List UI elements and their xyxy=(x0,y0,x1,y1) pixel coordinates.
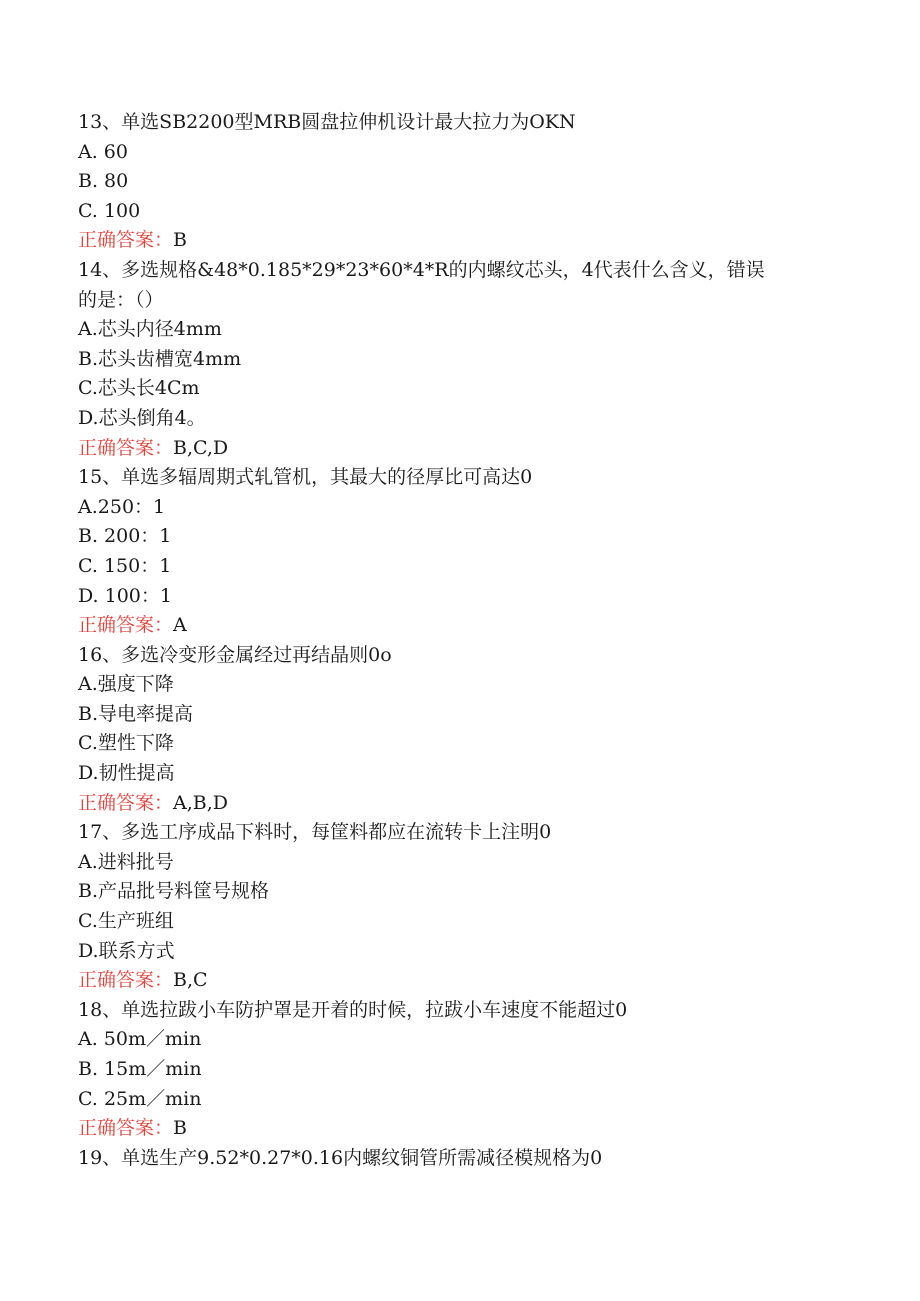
option: C. 150：1 xyxy=(78,554,172,577)
option: D.韧性提高 xyxy=(78,762,175,785)
answer-line xyxy=(78,789,858,819)
question-19 xyxy=(78,1144,858,1174)
question-stem: 16、多选冷变形金属经过再结晶则0o xyxy=(78,643,392,666)
option: C.芯头长4Cm xyxy=(78,377,200,400)
answer-line xyxy=(78,966,858,996)
question-13 xyxy=(78,108,858,256)
answer-label: 正确答案： xyxy=(78,1117,174,1140)
option: A. 60 xyxy=(78,140,128,163)
option: B. 80 xyxy=(78,170,129,193)
answer-label: 正确答案： xyxy=(78,791,174,814)
option: C.生产班组 xyxy=(78,910,174,933)
question-stem: 18、单选拉跋小车防护罩是开着的时候，拉跋小车速度不能超过0 xyxy=(78,998,628,1021)
answer-line xyxy=(78,611,858,641)
option: B. 200：1 xyxy=(78,525,172,548)
answer-line xyxy=(78,1114,858,1144)
question-17 xyxy=(78,818,858,996)
question-stem: 14、多选规格&48*0.185*29*23*60*4*R的内螺纹芯头，4代表什么含义，错误 xyxy=(78,258,765,281)
option: C.塑性下降 xyxy=(78,732,174,755)
option: A.250：1 xyxy=(78,495,166,518)
answer-label: 正确答案： xyxy=(78,614,174,637)
option: A. 50m／min xyxy=(78,1028,202,1051)
option: D.芯头倒角4。 xyxy=(78,406,206,429)
question-stem: 13、单选SB2200型MRB圆盘拉伸机设计最大拉力为OKN xyxy=(78,111,576,133)
answer-line xyxy=(78,226,858,256)
option: B.产品批号料筐号规格 xyxy=(78,880,270,903)
option: C. 25m／min xyxy=(78,1087,202,1110)
answer-label: 正确答案： xyxy=(78,969,174,992)
question-stem-continued: 的是：（） xyxy=(78,288,164,311)
answer-label: 正确答案： xyxy=(78,229,174,252)
question-18 xyxy=(78,996,858,1144)
question-16 xyxy=(78,641,858,819)
question-stem: 17、多选工序成品下料时，每筐料都应在流转卡上注明0 xyxy=(78,821,552,844)
answer-value: B,C,D xyxy=(173,436,229,459)
answer-value: B xyxy=(173,229,187,252)
answer-line xyxy=(78,434,858,464)
question-stem: 19、单选生产9.52*0.27*0.16内螺纹铜管所需减径模规格为0 xyxy=(78,1146,603,1169)
question-14 xyxy=(78,256,858,463)
option: A.进料批号 xyxy=(78,850,174,873)
question-stem: 15、单选多辐周期式轧管机，其最大的径厚比可高达0 xyxy=(78,466,533,489)
option: A.芯头内径4mm xyxy=(78,318,222,341)
option: B.导电率提高 xyxy=(78,702,194,725)
option: B.芯头齿槽宽4mm xyxy=(78,347,242,370)
answer-value: B xyxy=(173,1117,187,1140)
option: C. 100 xyxy=(78,199,141,222)
question-15 xyxy=(78,463,858,641)
answer-value: A xyxy=(173,614,187,637)
option: D. 100：1 xyxy=(78,584,172,607)
option: D.联系方式 xyxy=(78,939,175,962)
option: B. 15m／min xyxy=(78,1058,202,1080)
document-page xyxy=(78,108,858,1173)
answer-value: A,B,D xyxy=(173,791,229,814)
answer-value: B,C xyxy=(173,969,208,992)
answer-label: 正确答案： xyxy=(78,436,174,459)
option: A.强度下降 xyxy=(78,673,174,696)
